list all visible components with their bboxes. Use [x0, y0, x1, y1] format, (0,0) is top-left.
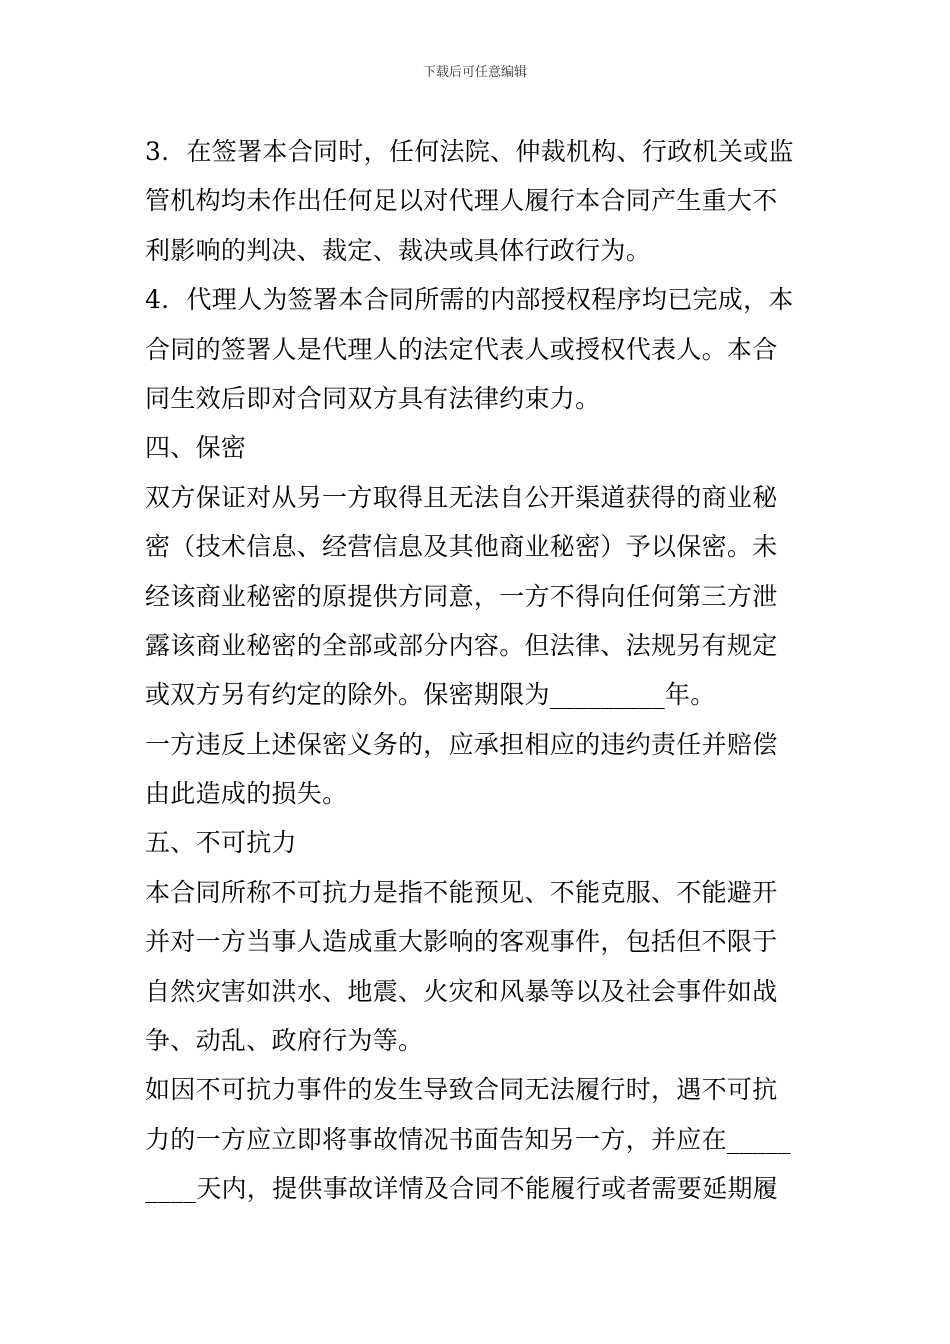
text-line: ____天内，提供事故详情及合同不能履行或者需要延期履	[145, 1174, 779, 1204]
text-line: 如因不可抗力事件的发生导致合同无法履行时，遇不可抗	[145, 1075, 778, 1105]
text-line: 密（技术信息、经营信息及其他商业秘密）予以保密。未	[145, 532, 778, 562]
text-line: 露该商业秘密的全部或部分内容。但法律、法规另有规定	[145, 630, 778, 660]
text-line: 4．代理人为签署本合同所需的内部授权程序均已完成，本	[145, 285, 794, 315]
text-line: 3．在签署本合同时，任何法院、仲裁机构、行政机关或监	[145, 137, 794, 166]
text-line: 或双方另有约定的除外。保密期限为_________年。	[145, 680, 716, 710]
text-line: 由此造成的损失。	[145, 779, 348, 809]
text-line: 一方违反上述保密义务的，应承担相应的违约责任并赔偿	[145, 729, 778, 759]
text-line: 并对一方当事人造成重大影响的客观事件，包括但不限于	[145, 927, 778, 957]
text-line: 利影响的判决、裁定、裁决或具体行政行为。	[145, 235, 652, 265]
text-line: 争、动乱、政府行为等。	[145, 1026, 424, 1056]
text-line: 双方保证对从另一方取得且无法自公开渠道获得的商业秘	[145, 482, 778, 512]
text-line: 同生效后即对合同双方具有法律约束力。	[145, 383, 601, 413]
text-line: 力的一方应立即将事故情况书面告知另一方，并应在_____	[145, 1124, 791, 1154]
text-line: 本合同所称不可抗力是指不能预见、不能克服、不能避开	[145, 877, 778, 907]
section-heading-force-majeure: 五、不可抗力	[145, 828, 297, 858]
text-line: 自然灾害如洪水、地震、火灾和风暴等以及社会事件如战	[145, 976, 778, 1006]
page-header: 下载后可任意编辑	[422, 65, 527, 80]
section-heading-confidentiality: 四、保密	[145, 433, 247, 463]
text-line: 合同的签署人是代理人的法定代表人或授权代表人。本合	[145, 334, 778, 364]
text-line: 经该商业秘密的原提供方同意，一方不得向任何第三方泄	[145, 581, 778, 611]
document-body	[145, 127, 815, 1214]
text-line: 管机构均未作出任何足以对代理人履行本合同产生重大不	[145, 186, 778, 216]
